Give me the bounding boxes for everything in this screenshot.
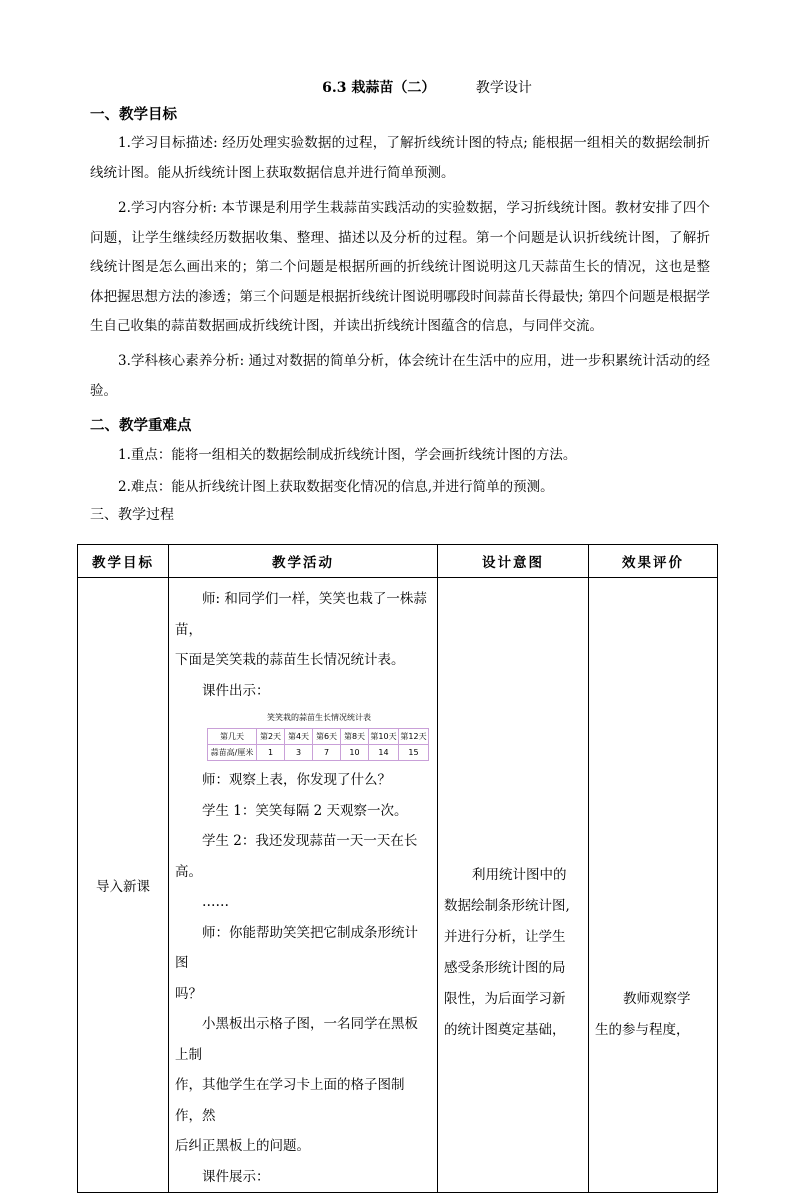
growth-cell: 蒜苗高/厘米 bbox=[208, 745, 257, 761]
activity-line: 师：你能帮助笑笑把它制成条形统计图 bbox=[175, 924, 418, 971]
header-goal: 教学目标 bbox=[78, 545, 169, 578]
activity-line: 课件展示： bbox=[202, 1168, 270, 1185]
activity-line: 下面是笑笑栽的蒜苗生长情况统计表。 bbox=[175, 652, 405, 668]
growth-row-heights bbox=[208, 745, 429, 761]
intent-line: 并进行分析，让学生 bbox=[444, 929, 566, 945]
evaluation-line: 生的参与程度， bbox=[595, 1022, 690, 1038]
table-header-row bbox=[78, 545, 718, 578]
goals-paragraph-1: 1.学习目标描述: 经历处理实验数据的过程，了解折线统计图的特点; 能根据一组相关的数据绘制折线统计图。能从折线统计图上获取数据信息并进行简单预测。 bbox=[90, 135, 710, 181]
title-main: 6.3 栽蒜苗（二） bbox=[322, 80, 436, 96]
intent-line: 的统计图奠定基础， bbox=[444, 1022, 566, 1038]
growth-cell: 15 bbox=[399, 745, 429, 761]
section-heading-process: 三、教学过程 bbox=[90, 507, 174, 523]
activity-line: 小黑板出示格子图，一名同学在黑板上制 bbox=[175, 1016, 418, 1063]
document-title bbox=[0, 77, 794, 97]
keypoint-paragraph-1: 1.重点：能将一组相关的数据绘制成折线统计图，学会画折线统计图的方法。 bbox=[118, 447, 577, 463]
goals-paragraph-2: 2.学习内容分析: 本节课是利用学生栽蒜苗实践活动的实验数据，学习折线统计图。教材安排了四个问题，让学生继续经历数据收集、整理、描述以及分析的过程。第一个问题是认识折线统计图，了解折线统计图是怎么画出来的；第二个问题是根据所画的折线统计图说明这几天蒜苗生长的情况，这也是整体把握思想方法的渗透；第三个问题是根据折线统计图说明哪段时间蒜苗长得最快; 第四个问题是根据学生自己收集的蒜苗数据画成折线统计图，并读出折线统计图蕴含的信息，与同伴交流。 bbox=[90, 200, 710, 334]
activity-cell bbox=[169, 578, 438, 1193]
evaluation-line: 教师观察学 bbox=[623, 991, 691, 1007]
growth-cell: 3 bbox=[285, 745, 313, 761]
title-suffix: 教学设计 bbox=[475, 80, 532, 96]
intent-line: 数据绘制条形统计图, bbox=[444, 898, 570, 914]
growth-data-table bbox=[207, 712, 431, 761]
growth-cell: 第几天 bbox=[208, 729, 257, 745]
growth-cell: 7 bbox=[313, 745, 341, 761]
activity-line: 师：观察上表，你发现了什么？ bbox=[202, 772, 391, 788]
growth-cell: 10 bbox=[341, 745, 369, 761]
growth-cell: 第4天 bbox=[285, 729, 313, 745]
growth-cell: 第10天 bbox=[369, 729, 399, 745]
activity-line: 学生 1：笑笑每隔 2 天观察一次。 bbox=[202, 802, 408, 819]
activity-line: 课件出示： bbox=[202, 682, 270, 699]
header-activity: 教学活动 bbox=[169, 545, 438, 578]
section-heading-keypoints: 二、教学重难点 bbox=[90, 417, 192, 434]
activity-line: 后纠正黑板上的问题。 bbox=[175, 1138, 310, 1154]
goal-cell: 导入新课 bbox=[78, 578, 169, 1193]
growth-cell: 第6天 bbox=[313, 729, 341, 745]
growth-row-days bbox=[208, 729, 429, 745]
teaching-process-table bbox=[77, 544, 718, 1193]
growth-cell: 第12天 bbox=[399, 729, 429, 745]
growth-cell: 1 bbox=[257, 745, 285, 761]
growth-table-grid bbox=[207, 728, 429, 761]
table-row bbox=[78, 578, 718, 1193]
activity-line: …… bbox=[202, 894, 229, 910]
header-evaluation: 效果评价 bbox=[589, 545, 718, 578]
intent-line: 感受条形统计图的局 bbox=[444, 960, 566, 976]
section-heading-goals: 一、教学目标 bbox=[90, 106, 177, 123]
intent-cell bbox=[438, 578, 589, 1193]
intent-line: 利用统计图中的 bbox=[472, 867, 567, 883]
evaluation-cell bbox=[589, 578, 718, 1193]
growth-cell: 第8天 bbox=[341, 729, 369, 745]
activity-line: 吗？ bbox=[175, 985, 202, 1002]
intent-line: 限性，为后面学习新 bbox=[444, 991, 566, 1007]
activity-line: 师: 和同学们一样，笑笑也栽了一株蒜苗， bbox=[175, 591, 427, 638]
growth-cell: 14 bbox=[369, 745, 399, 761]
growth-table-title: 笑笑栽的蒜苗生长情况统计表 bbox=[267, 713, 371, 722]
activity-line: 作，其他学生在学习卡上面的格子图制作，然 bbox=[175, 1077, 405, 1124]
growth-cell: 第2天 bbox=[257, 729, 285, 745]
keypoint-paragraph-2: 2.难点：能从折线统计图上获取数据变化情况的信息,并进行简单的预测。 bbox=[118, 479, 554, 495]
goals-paragraph-3: 3.学科核心素养分析: 通过对数据的简单分析，体会统计在生活中的应用，进一步积累统计活动的经验。 bbox=[90, 353, 710, 399]
activity-line: 学生 2：我还发现蒜苗一天一天在长高。 bbox=[175, 833, 418, 880]
header-intent: 设计意图 bbox=[438, 545, 589, 578]
